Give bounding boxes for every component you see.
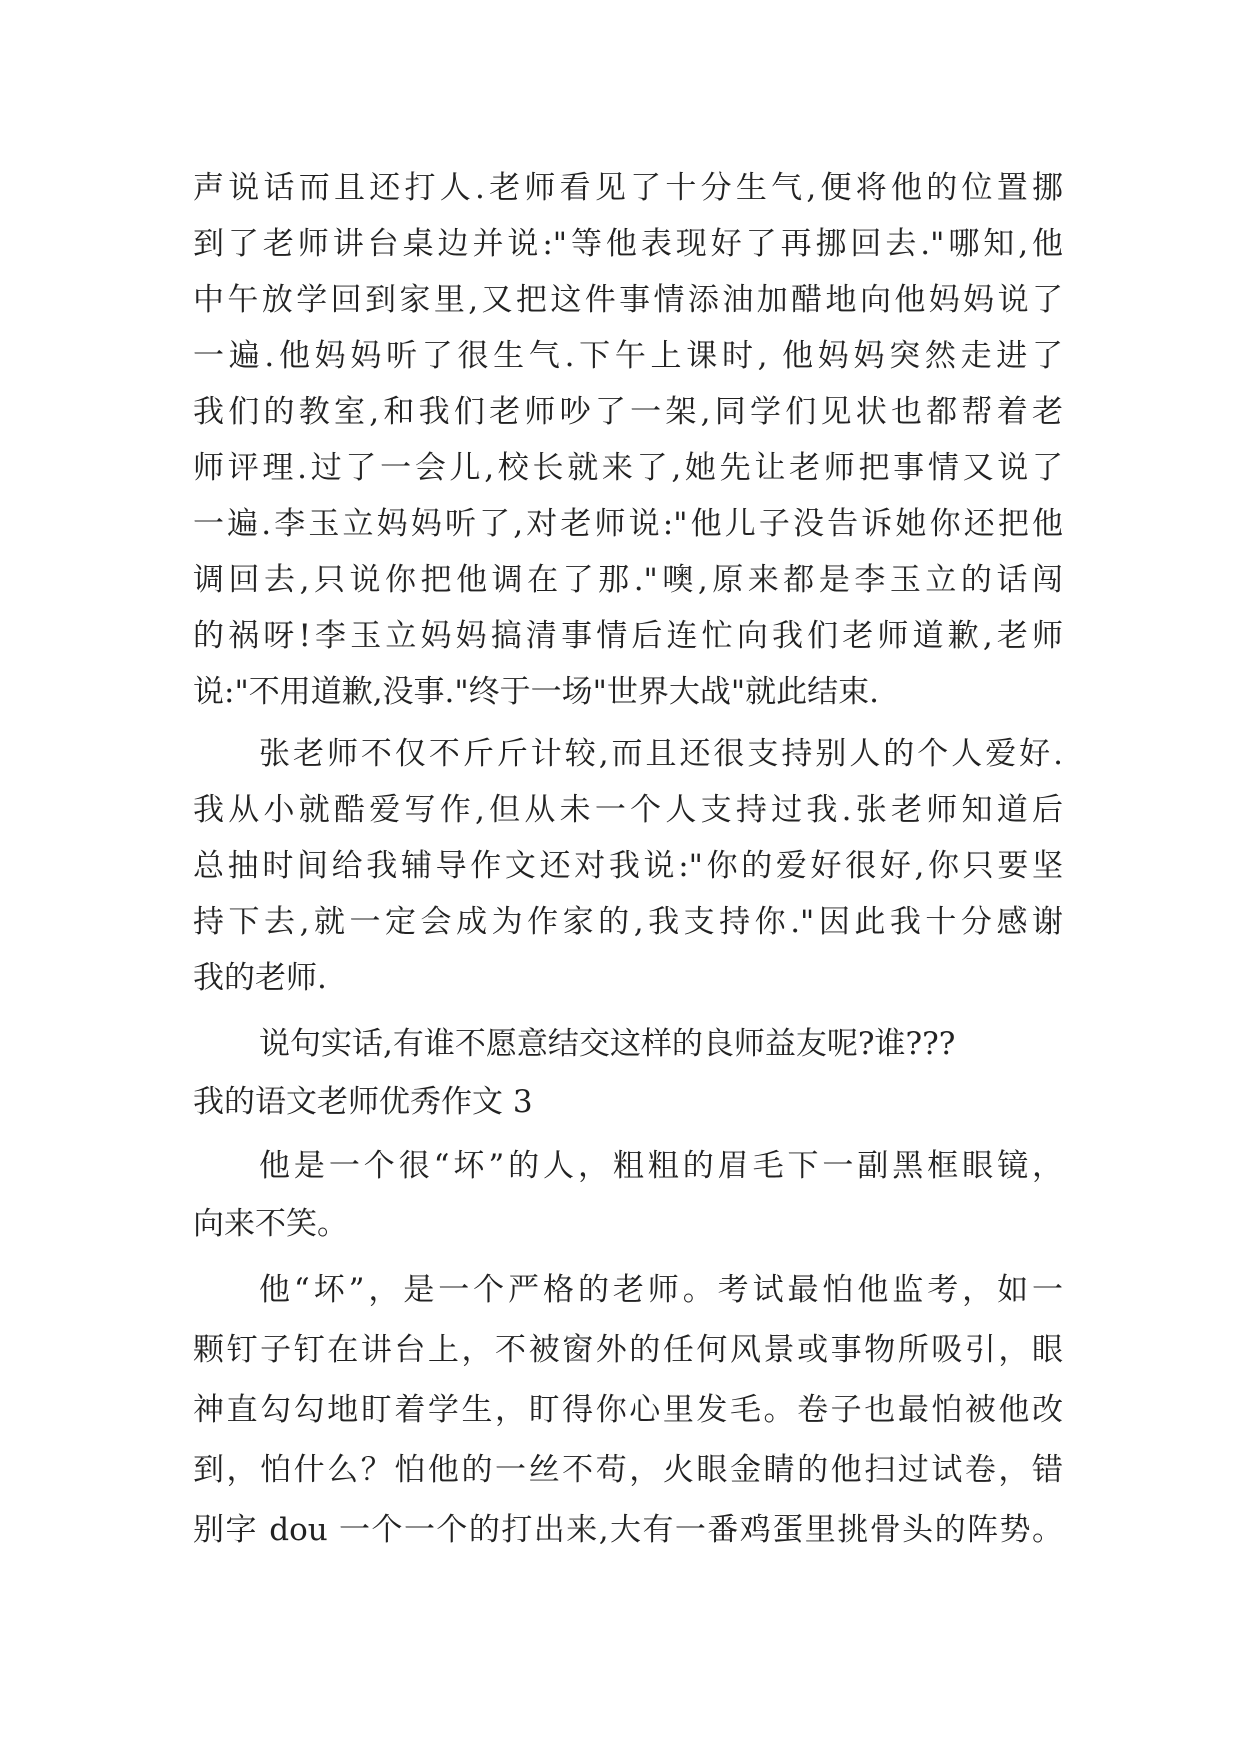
text-line: 神直勾勾地盯着学生，盯得你心里发毛。卷子也最怕被他改 — [193, 1392, 1063, 1428]
text-line: 颗钉子钉在讲台上，不被窗外的任何风景或事物所吸引，眼 — [193, 1332, 1063, 1368]
text-line-indented: 说句实话,有谁不愿意结交这样的良师益友呢?谁??? — [259, 1026, 956, 1062]
section-heading: 我的语文老师优秀作文 3 — [193, 1084, 533, 1120]
text-line: 师评理.过了一会儿,校长就来了,她先让老师把事情又说了 — [193, 450, 1063, 486]
text-line: 向来不笑。 — [193, 1206, 348, 1242]
text-line: 总抽时间给我辅导作文还对我说:"你的爱好很好,你只要坚 — [193, 848, 1063, 884]
text-line: 我从小就酷爱写作,但从未一个人支持过我.张老师知道后 — [193, 792, 1063, 828]
text-line-indented: 他是一个很“坏”的人，粗粗的眉毛下一副黑框眼镜， — [259, 1148, 1063, 1184]
text-line: 持下去,就一定会成为作家的,我支持你."因此我十分感谢 — [193, 904, 1063, 940]
text-line: 声说话而且还打人.老师看见了十分生气,便将他的位置挪 — [193, 170, 1063, 206]
text-line: 调回去,只说你把他调在了那."噢,原来都是李玉立的话闯 — [193, 562, 1063, 598]
text-line: 一遍.李玉立妈妈听了,对老师说:"他儿子没告诉她你还把他 — [193, 506, 1063, 542]
text-line-indented: 张老师不仅不斤斤计较,而且还很支持别人的个人爱好. — [259, 736, 1063, 772]
text-line: 中午放学回到家里,又把这件事情添油加醋地向他妈妈说了 — [193, 282, 1063, 318]
text-line: 我的老师. — [193, 960, 327, 996]
text-line: 别字 dou 一个一个的打出来,大有一番鸡蛋里挑骨头的阵势。 — [193, 1512, 1063, 1548]
text-line-indented: 他“坏”，是一个严格的老师。考试最怕他监考，如一 — [259, 1272, 1063, 1308]
text-line: 我们的教室,和我们老师吵了一架,同学们见状也都帮着老 — [193, 394, 1063, 430]
text-line: 说:"不用道歉,没事."终于一场"世界大战"就此结束. — [193, 674, 880, 710]
text-line: 的祸呀!李玉立妈妈搞清事情后连忙向我们老师道歉,老师 — [193, 618, 1063, 654]
text-line: 一遍.他妈妈听了很生气.下午上课时, 他妈妈突然走进了 — [193, 338, 1063, 374]
text-line: 到了老师讲台桌边并说:"等他表现好了再挪回去."哪知,他 — [193, 226, 1063, 262]
text-line: 到，怕什么？怕他的一丝不苟，火眼金睛的他扫过试卷，错 — [193, 1452, 1063, 1488]
